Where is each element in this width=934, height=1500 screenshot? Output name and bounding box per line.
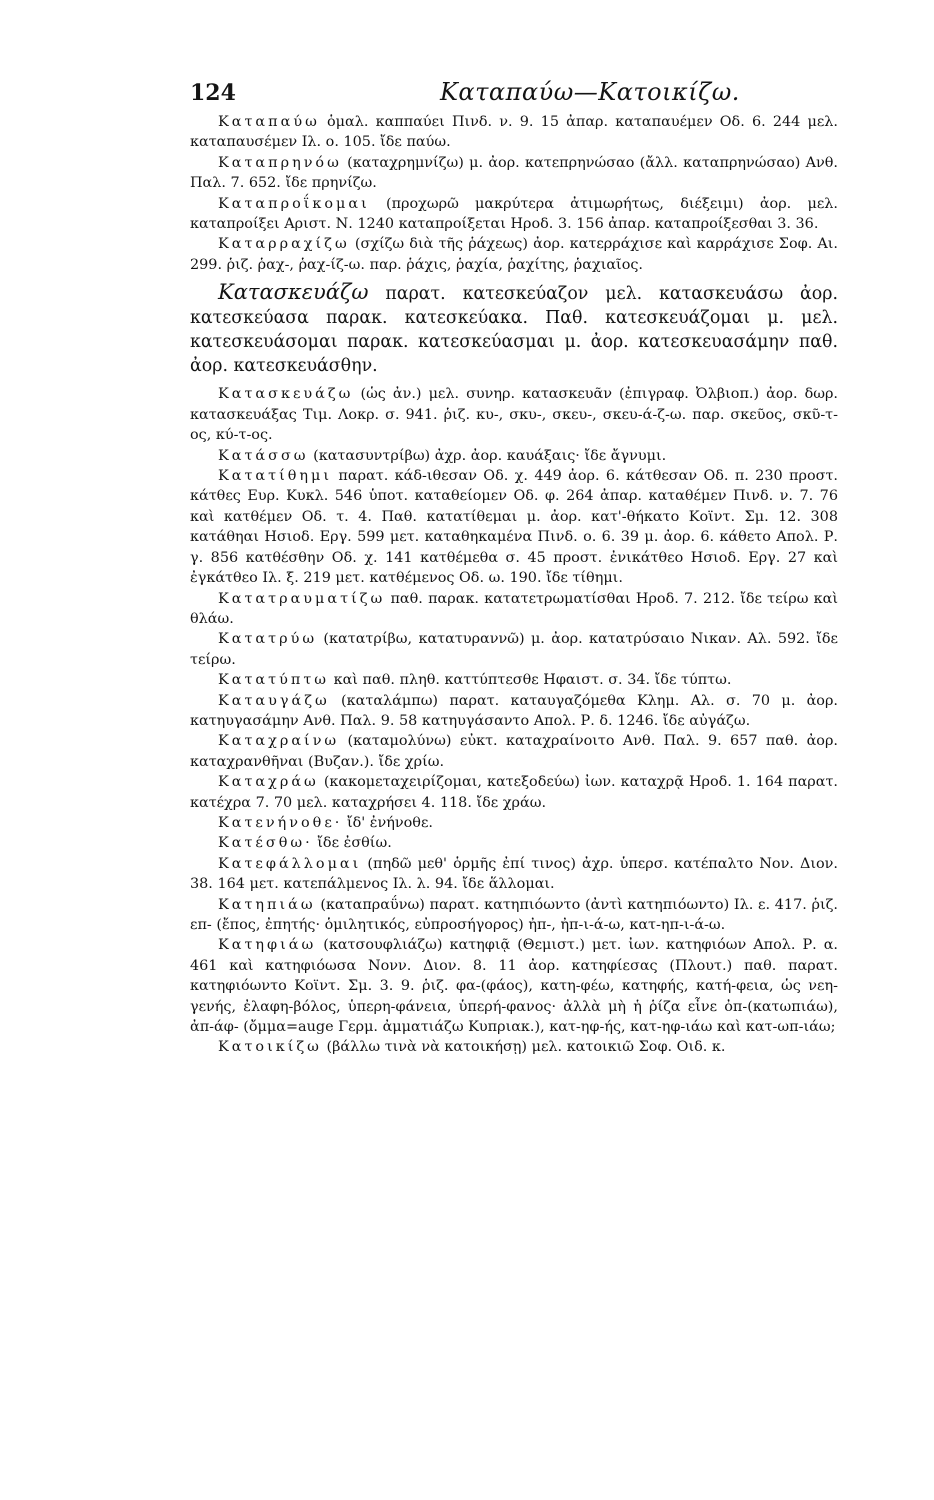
entry-text: ὁμαλ. καππαύει Πινδ. ν. 9. 15 ἀπαρ. καταπαυέμεν Οδ. 6. 244 μελ. καταπαυσέμεν Ιλ. ο. 105. ἴδε παύω. [190,114,838,151]
dictionary-entry [190,234,838,275]
entry-headword: Κατασκευάζω [218,386,354,403]
entry-headword: Κατενήνοθε· [218,814,343,831]
running-head: Καταπαύω—Κατοικίζω. [440,78,740,106]
dictionary-entry [190,589,838,630]
entry-headword: Καταπρηνόω [218,154,342,171]
entry-headword: Καταυγάζω [218,692,330,709]
dictionary-entry [190,112,838,153]
entry-headword: Καταχράω [218,774,319,791]
dictionary-entry [190,935,838,1037]
entry-headword: Κατηπιάω [218,896,316,913]
dictionary-entry [190,670,838,690]
dictionary-entry [190,895,838,936]
entry-headword: Κατατίθημι [218,468,333,485]
entry-text: (κατατρίβω, κατατυραννῶ) μ. ἀορ. κατατρύσαιο Νικαν. Αλ. 592. ἴδε τείρω. [190,631,838,668]
entry-headword: Καταχραίνω [218,733,340,750]
dictionary-entry [190,384,838,445]
entry-text: (βάλλω τινὰ νὰ κατοικήσῃ) μελ. κατοικιῶ Σοφ. Οιδ. κ. [326,1039,726,1056]
entry-text: (ὡς ἀν.) μελ. συνηρ. κατασκευᾶν (ἐπιγραφ. Ὀλβιοπ.) ἀορ. δωρ. κατασκευάξας Τιμ. Λοκρ. σ. 941. ῥιζ. κυ-, σκυ-, σκευ-, σκευ-ά-ζ-ω. παρ. σκεῦος, σκῦ-τ-ος, κύ-τ-ος. [190,386,838,444]
entry-text: ἴδ' ἐνήνοθε. [346,814,433,831]
entry-headword: Κατάσσω [218,447,309,464]
dictionary-entry [190,466,838,588]
dictionary-entry [190,691,838,732]
dictionary-entry [190,731,838,772]
entry-text: (πηδῶ μεθ' ὁρμῆς ἐπί τινος) ἀχρ. ὑπερσ. κατέπαλτο Νον. Διον. 38. 164 μετ. κατεπάλμενος Ιλ. λ. 94. ἴδε ἅλλομαι. [190,855,838,893]
entry-headword: Κατατύπτω [218,672,330,689]
entry-headword: Κατοικίζω [218,1039,322,1056]
entry-list [190,112,838,1058]
entry-headword: Κατεφάλλομαι [218,855,362,872]
entry-headword: Κατηφιάω [218,937,317,954]
entry-headword: Καταπαύω [218,114,320,130]
entry-text: (σχίζω διὰ τῆς ῥάχεως) ἀορ. κατερράχισε καὶ καρράχισε Σοφ. Αι. 299. ῥιζ. ῥαχ-, ῥαχ-ίζ-ω. παρ. ῥάχις, ῥαχία, ῥαχίτης, ῥαχιαῖος. [190,236,839,273]
dictionary-entry [190,194,838,235]
entry-text: (καταμολύνω) εὐκτ. καταχραίνοιτο Ανθ. Παλ. 9. 657 παθ. ἀορ. καταχρανθῆναι (Βυζαν.). ἴδε χρίω. [190,733,839,770]
dictionary-entry [190,1037,838,1057]
dictionary-entry [190,153,838,194]
dictionary-entry [190,629,838,670]
dictionary-entry [190,813,838,833]
dictionary-entry [190,281,838,378]
entry-headword: Καταρραχίζω [218,236,350,253]
entry-text: παρατ. κάδ-ιθεσαν Οδ. χ. 449 ἀορ. 6. κάτθεσαν Οδ. π. 230 προστ. κάτθες Ευρ. Κυκλ. 546 ὑποτ. καταθείομεν Οδ. φ. 264 ἀπαρ. καταθέμεν Πινδ. ν. 7. 76 καὶ κατθέμεν Οδ. τ. 4. Παθ. κατατίθεμαι μ. ἀορ. κατ'-θήκατο Κοϊντ. Σμ. 12. 308 κατάθηαι Ησιοδ. Εργ. 599 μετ. καταθηκαμένα Πινδ. ο. 6. 39 μ. ἀορ. 6. κάθετο Απολ. Ρ. γ. 856 κατθέσθην Οδ. χ. 141 κατθέμεθα σ. 45 προστ. ἐνικάτθεο Ησιοδ. Εργ. 27 καὶ ἐγκάτθεο Ιλ. ξ. 219 μετ. κατθέμενος Οδ. ω. 190. ἴδε τίθημι. [190,468,838,587]
entry-text: (κατασυντρίβω) ἀχρ. ἀορ. καυάξαις· ἴδε ἄγνυμι. [313,447,667,464]
dictionary-entry [190,446,838,466]
entry-text: (κατσουφλιάζω) κατηφιᾷ (Θεμιστ.) μετ. ἰων. κατηφιόων Απολ. Ρ. α. 461 καὶ κατηφιόωσα Νονν. Διον. 8. 11 ἀορ. κατηφίεσας (Πλουτ.) παθ. παρατ. κατηφιόωντο Κοϊντ. Σμ. 3. 9. ῥιζ. φα-(φάος), κατη-φέω, κατηφής, κατή-φεια, ὡς νεη-γενής, ἐλαφη-βόλος, ὑπερη-φάνεια, ὑπερή-φανος· ἀλλὰ μὴ ἡ ῥίζα εἶνε ὀπ-(κατωπιάω), ἀπ-άφ- (ὄμμα=auge Γερμ. ἀμματιάζω Κυπριακ.), κατ-ηφ-ής, κατ-ηφ-ιάω καὶ κατ-ωπ-ιάω; [190,937,838,1036]
page-number: 124 [190,80,236,106]
entry-text: παθ. παρακ. κατατετρωματίσθαι Ηροδ. 7. 212. ἴδε τείρω καὶ θλάω. [190,590,838,627]
entry-text: (καταλάμπω) παρατ. καταυγαζόμεθα Κλημ. Αλ. σ. 70 μ. ἀορ. κατηυγασάμην Ανθ. Παλ. 9. 58 κατηυγάσαντο Απολ. Ρ. δ. 1246. ἴδε αὐγάζω. [190,692,838,729]
entry-headword: Κατέσθω· [218,835,313,852]
entry-headword: Κατασκευάζω [218,280,369,305]
page-header [190,78,838,106]
entry-headword: Καταπροΐκομαι [218,195,370,212]
entry-text: (προχωρῶ μακρύτερα ἀτιμωρήτως, διέξειμι) ἀορ. μελ. καταπροίξει Αριστ. Ν. 1240 καταπροίξεται Ηροδ. 3. 156 ἀπαρ. καταπροίξεσθαι 3. 36. [190,195,838,233]
entry-text: (καταπραΰνω) παρατ. κατηπιόωντο (ἀντὶ κατηπιόωντο) Ιλ. ε. 417. ῥιζ. επ- (ἔπος, ἐπητής· ὁμιλητικός, εὐπροσήγορος) ἠπ-, ἠπ-ι-ά-ω, κατ-ηπ-ι-ά-ω. [190,896,838,933]
entry-headword: Κατατραυματίζω [218,590,386,607]
dictionary-entry [190,833,838,853]
dictionary-entry [190,854,838,895]
entry-text: (καταχρημνίζω) μ. ἀορ. κατεπρηνώσαο (ἄλλ. καταπρηνώσαο) Ανθ. Παλ. 7. 652. ἴδε πρηνίζω. [190,154,839,192]
entry-text: ἴδε ἐσθίω. [317,835,392,852]
entry-text: παρατ. κατεσκεύαζον μελ. κατασκευάσω ἀορ. κατεσκεύασα παρακ. κατεσκεύακα. Παθ. κατεσκευάζομαι μ. μελ. κατεσκευάσομαι παρακ. κατεσκεύασμαι μ. ἀορ. κατεσκευασάμην παθ. ἀορ. κατεσκευάσθην. [190,284,838,376]
dictionary-entry [190,772,838,813]
entry-headword: Κατατρύω [218,631,318,648]
entry-text: (κακομεταχειρίζομαι, κατεξοδεύω) ἰων. καταχρᾷ Ηροδ. 1. 164 παρατ. κατέχρα 7. 70 μελ. καταχρήσει 4. 118. ἴδε χράω. [190,774,839,811]
entry-text: καὶ παθ. πληθ. καττύπτεσθε Ηφαιστ. σ. 34. ἴδε τύπτω. [333,672,732,689]
